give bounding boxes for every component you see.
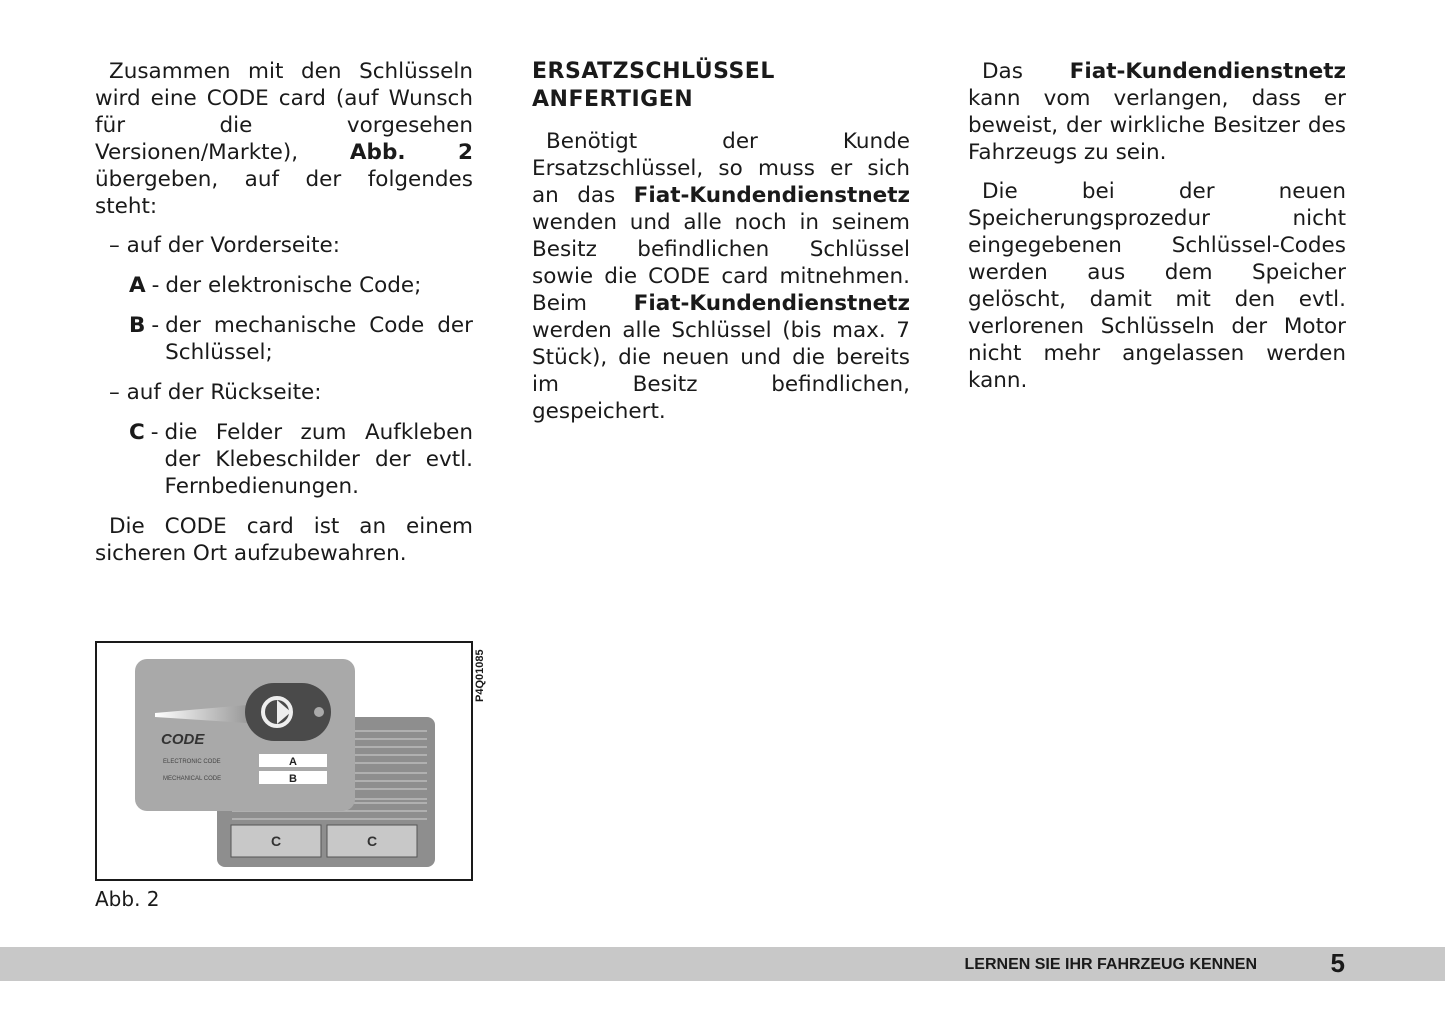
section-heading (532, 58, 910, 114)
owner-proof-paragraph: Das Fiat-Kundendienstnetz kann vom verlangen, dass er beweist, der wirkliche Besitzer des Fahrzeugs zu sein. (968, 59, 1346, 165)
list-item-c: C - die Felder zum Aufkleben der Klebeschilder der evtl. Fernbedienungen. (129, 420, 473, 499)
code-card-illustration (97, 643, 471, 879)
replacement-key-paragraph: Benötigt der Kunde Ersatzschlüssel, so muss er sich an das Fiat-Kundendienstnetz wenden und alle noch in seinem Besitz befindlichen Schlüssel sowie die CODE card mitnehmen. Beim Fiat-Kundendienstnetz werden alle Schlüssel (bis max. 7 Stück), die neuen und die bereits im Besitz befindlichen, gespeichert. (532, 129, 910, 424)
box-c1-label: C (270, 833, 282, 849)
heading-line-1: ERSATZSCHLÜSSEL (532, 59, 775, 84)
service-network-bold-2: Fiat-Kundendienstnetz (633, 291, 910, 316)
figure-reference: Abb. 2 (349, 140, 473, 165)
page-number: 5 (1330, 948, 1345, 978)
code-card-figure (95, 641, 473, 881)
service-network-bold-3: Fiat-Kundendienstnetz (1069, 59, 1346, 84)
box-c2-label: C (366, 833, 378, 849)
box-a-label: A (289, 756, 297, 768)
column-left (95, 58, 473, 579)
list-item-a: A - der elektronische Code; (95, 272, 473, 299)
section-title: LERNEN SIE IHR FAHRZEUG KENNEN (964, 956, 1257, 973)
column-middle (532, 58, 910, 437)
item-c-label: C (129, 420, 145, 445)
service-network-bold: Fiat-Kundendienstnetz (633, 183, 910, 208)
item-a-text: der elektronische Code; (165, 273, 422, 298)
item-b-label: B (129, 313, 146, 338)
electronic-code-label: ELECTRONIC CODE (163, 759, 221, 765)
intro-paragraph (95, 58, 473, 220)
intro-text-end: übergeben, auf der folgendes steht: (95, 167, 473, 219)
item-c-text: die Felder zum Aufkleben der Klebeschilder der evtl. Fernbedienungen. (164, 420, 473, 499)
figure-code: P4Q01085 (474, 649, 486, 702)
item-a-label: A (129, 273, 146, 298)
safe-storage-paragraph: Die CODE card ist an einem sicheren Ort aufzubewahren. (95, 514, 473, 566)
memory-paragraph: Die bei der neuen Speicherungsprozedur nicht eingegebenen Schlüssel-Codes werden aus dem Speicher gelöscht, damit mit den evtl. verlorenen Schlüsseln der Motor nicht mehr angelassen werden kann. (968, 179, 1346, 393)
heading-line-2: ANFERTIGEN (532, 87, 694, 112)
mechanical-code-label: MECHANICAL CODE (163, 776, 222, 782)
footer-bar (0, 947, 1445, 981)
front-side-label: – auf der Vorderseite: (109, 233, 341, 258)
figure-caption: Abb. 2 (95, 887, 160, 911)
item-b-text: der mechanische Code der Schlüssel; (165, 313, 473, 365)
intro-text: Zusammen mit den Schlüsseln wird eine CODE card (auf Wunsch für die vorgesehen Versionen/Markte), (95, 59, 473, 165)
back-side-label: – auf der Rückseite: (109, 380, 322, 405)
front-card (135, 659, 355, 811)
column-right (968, 58, 1346, 406)
box-b-label: B (289, 773, 297, 785)
card-title: CODE (161, 731, 205, 748)
list-item-b: B - der mechanische Code der Schlüssel; (129, 313, 473, 365)
